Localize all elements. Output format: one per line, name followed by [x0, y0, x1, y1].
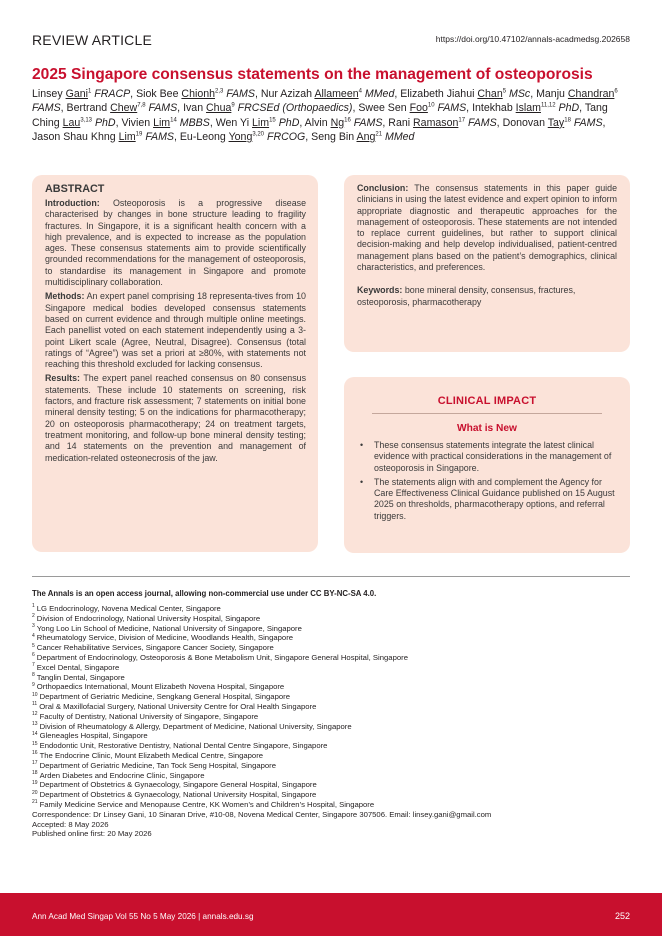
affiliation-item: $^4$ Rheumatology Service, Division of Medicine, Woodlands Health, Singapore — [32, 632, 294, 643]
author-name: Nur Azizah Allameen$^4$ MMed, — [260, 88, 401, 100]
author-name: Rani Ramason$^{17}$ FAMS, — [388, 116, 503, 129]
author-name: Alvin Ng$^{16}$ FAMS, — [304, 116, 389, 129]
section-divider — [32, 576, 630, 577]
author-name: Siok Bee Chionh$^{2,3}$ FAMS, — [136, 88, 261, 100]
clinical-impact-panel — [344, 377, 630, 553]
list-item: • These consensus statements integrate the latest clinical evidence with practical considerations in the management of osteoporosis in Singapore. — [360, 440, 612, 473]
affiliation-item: $^{12}$ Faculty of Dentistry, National University of Singapore, Singapore — [32, 711, 259, 721]
author-name: Tang Ching Lau$^{3,13}$ PhD, — [32, 102, 608, 129]
page-footer — [0, 893, 662, 936]
abstract-results: Results: The expert panel reached consensus on 80 consensus statements. These include 10 statements on screening, risk factors, and fracture risk assessment; 7 statements on initial bone mineral density testing; 5 on the indications for pharmacotherapy; 20 on osteoporosis pharmacotherapy; 24 on treatment targets, treatment monitoring, and follow-up bone mineral density testing; and 14 statements on the prevention and management of medication-related osteonecrosis of the jaw. — [45, 373, 307, 463]
affiliation-item: $^{16}$ The Endocrine Clinic, Mount Elizabeth Medical Centre, Singapore — [32, 750, 264, 760]
bullet-icon: • — [360, 440, 364, 450]
affiliation-item: $^1$ LG Endocrinology, Novena Medical Center, Singapore — [32, 603, 221, 613]
affiliation-item: $^2$ Division of Endocrinology, National University Hospital, Singapore — [32, 613, 261, 623]
author-name: Donovan Tay$^{18}$ FAMS, — [502, 116, 606, 129]
affiliation-item: $^8$ Tanglin Dental, Singapore — [32, 672, 125, 682]
clinical-impact-list — [358, 440, 616, 522]
author-name: Vivien Lim$^{14}$ MBBS, — [121, 116, 216, 129]
published-date: Published online first: 20 May 2026 — [32, 829, 152, 839]
affiliation-item: $^5$ Cancer Rehabilitative Services, Singapore Cancer Society, Singapore — [32, 642, 274, 653]
clinical-impact-divider — [372, 413, 602, 414]
abstract-methods: Methods: An expert panel comprising 18 representa-tives from 10 Singapore medical bodies developed consensus statements based on current evidence and through multiple online meetings. Each panellist voted on each statement independently using a 3-point Likert scale (Agree, Neutral, Disagree). Consensus (total ratings of “Agree”) was set a priori at ≥80%, with statements not reaching this threshold excluded for lacking consensus. — [45, 291, 306, 370]
affiliation-item: $^{17}$ Department of Geriatric Medicine, Tan Tock Seng Hospital, Singapore — [32, 760, 277, 770]
keywords: Keywords: bone mineral density, consensus, fractures, osteoporosis, pharmacotherapy — [357, 285, 576, 307]
conclusion-panel — [344, 175, 630, 352]
article-title: 2025 Singapore consensus statements on the management of osteoporosis — [32, 66, 593, 83]
affiliation-item: $^{11}$ Oral & Maxillofacial Surgery, National University Centre for Oral Health Singapore — [32, 701, 317, 711]
abstract-heading: ABSTRACT — [45, 183, 105, 195]
affiliations — [32, 604, 632, 839]
list-item: • The statements align with and complement the Agency for Care Effectiveness Clinical Guidance published on 15 August 2025 on thresholds, pharmacotherapy options, and referral triggers. — [360, 476, 615, 521]
affiliation-item: $^{20}$ Department of Obstetrics & Gynaecology, National University Hospital, Singapore — [32, 789, 317, 800]
clinical-impact-subtitle: What is New — [456, 423, 517, 434]
abstract-conclusion: Conclusion: The consensus statements in this paper guide clinicians in using the latest evidence and expert opinion to inform appropriate diagnostic and therapeutic approaches for the management of osteoporosis. These statements are not intended to replace current guidelines, but rather to support clinical decision-making and help develop individualised, patient-centred management plans based on the patient’s demographics, clinical characteristics, and preferences. — [357, 183, 617, 273]
journal-citation: Ann Acad Med Singap Vol 55 No 5 May 2026 | annals.edu.sg — [32, 912, 254, 921]
affiliation-item: $^{18}$ Arden Diabetes and Endocrine Clinic, Singapore — [32, 769, 205, 780]
affiliation-item: $^9$ Orthopaedics International, Mount Elizabeth Novena Hospital, Singapore — [32, 681, 285, 692]
affiliation-item: $^{15}$ Endodontic Unit, Restorative Dentistry, National Dental Centre Singapore, Singapore — [32, 740, 328, 751]
section-label: REVIEW ARTICLE — [32, 32, 153, 48]
affiliation-item: $^7$ Excel Dental, Singapore — [32, 662, 120, 672]
correspondence: Correspondence: Dr Linsey Gani, 10 Sinaran Drive, #10-08, Novena Medical Center, Singapore 307506. Email: linsey.gani@gmail.com — [32, 809, 492, 819]
affiliation-item: $^{19}$ Department of Obstetrics & Gynaecology, Singapore General Hospital, Singapore — [32, 779, 317, 790]
clinical-impact-title: CLINICAL IMPACT — [437, 395, 537, 407]
abstract-panel — [32, 175, 318, 552]
author-list — [32, 87, 632, 145]
affiliation-item: $^6$ Department of Endocrinology, Osteoporosis & Bone Metabolism Unit, Singapore General Hospital, Singapore — [32, 652, 408, 662]
open-access-notice: The Annals is an open access journal, allowing non-commercial use under CC BY-NC-SA 4.0. — [32, 589, 377, 598]
author-name: Seng Bin Ang$^{21}$ MMed — [311, 131, 415, 144]
author-name: Eu-Leong Yong$^{3,20}$ FRCOG, — [179, 131, 312, 144]
author-name: Ivan Chua$^9$ FRCSEd (Orthopaedics), — [183, 102, 359, 115]
accepted-date: Accepted: 8 May 2026 — [32, 819, 109, 829]
author-name: Linsey Gani$^1$ FRACP, — [32, 88, 137, 100]
page-number: 252 — [614, 911, 630, 921]
doi-link[interactable]: https://doi.org/10.47102/annals-acadmedsg.202658 — [435, 34, 630, 44]
author-name: Elizabeth Jiahui Chan$^5$ MSc, — [400, 88, 537, 100]
author-name: Intekhab Islam$^{11,12}$ PhD, — [472, 102, 585, 115]
affiliation-item: $^{13}$ Division of Rheumatology & Allergy, Department of Medicine, National University, Singapore — [32, 721, 352, 731]
author-name: Bertrand Chew$^{7,8}$ FAMS, — [66, 102, 184, 115]
author-name: Manju Chandran$^6$ FAMS, — [32, 88, 618, 115]
bullet-icon: • — [360, 476, 364, 487]
affiliation-item: $^3$ Yong Loo Lin School of Medicine, National University of Singapore, Singapore — [32, 623, 302, 633]
author-name: Wen Yi Lim$^{15}$ PhD, — [215, 116, 305, 129]
author-name: Swee Sen Foo$^{10}$ FAMS, — [358, 102, 473, 115]
affiliation-item: $^{21}$ Family Medicine Service and Menopause Centre, KK Women’s and Children’s Hospital, Singapore — [32, 799, 375, 809]
author-name: Jason Shau Khng Lim$^{19}$ FAMS, — [32, 131, 180, 144]
abstract-introduction: Introduction: Osteoporosis is a progressive disease characterised by changes in bone structure leading to fragility fractures. In Singapore, it is a significant health concern with a high prevalence, and is expected to increase as the population ages. These consensus statements aim to provide scientifically grounded recommendations for the management of osteoporosis, to standardise its management in Singapore and promote multidisciplinary collaboration. — [45, 198, 307, 288]
affiliation-item: $^{14}$ Gleneagles Hospital, Singapore — [32, 730, 148, 741]
affiliation-item: $^{10}$ Department of Geriatric Medicine, Sengkang General Hospital, Singapore — [32, 691, 290, 702]
